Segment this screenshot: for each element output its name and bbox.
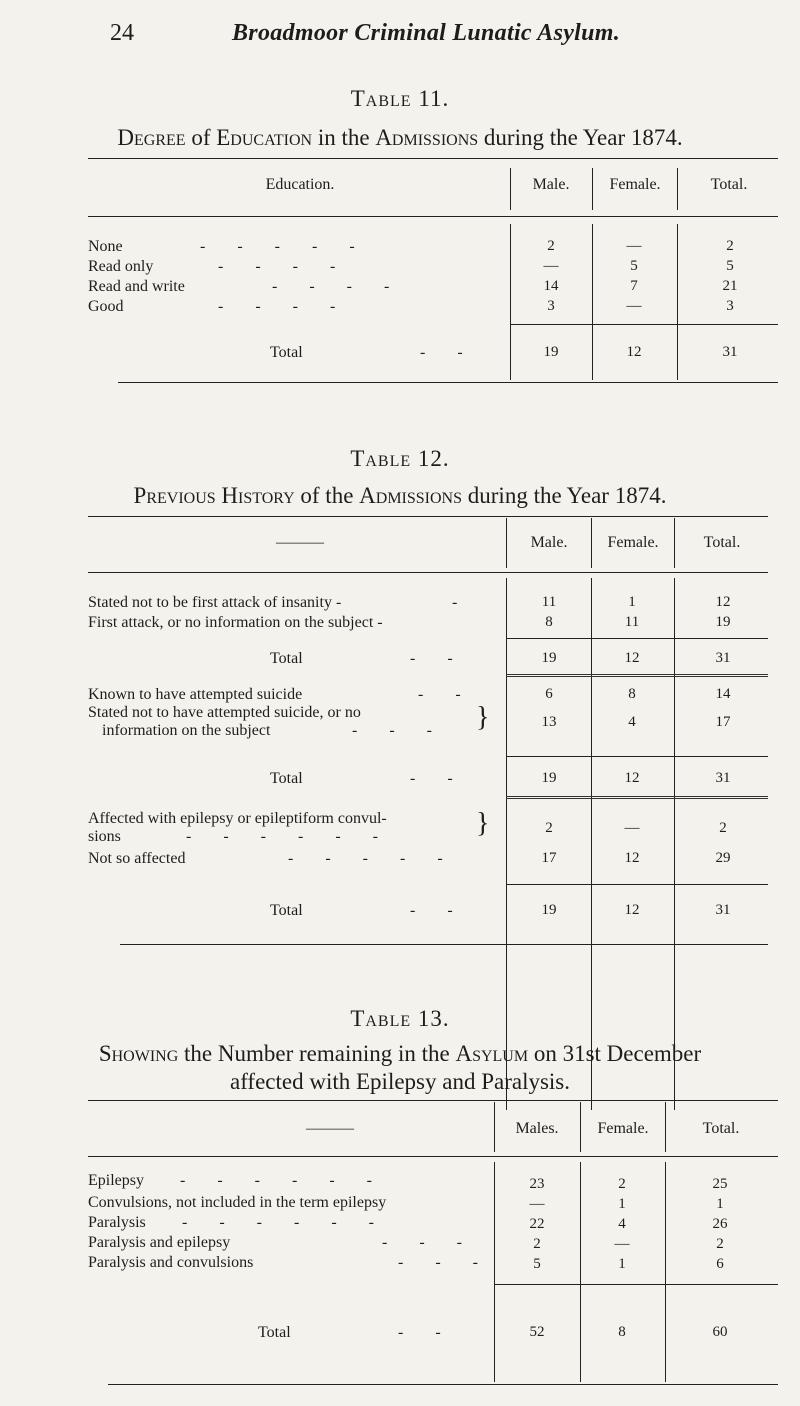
column-rule xyxy=(510,224,511,380)
table-12-title: Table 12. xyxy=(350,446,450,471)
subtotal-rule xyxy=(510,324,778,325)
column-header: Males. xyxy=(515,1120,559,1137)
column-rule xyxy=(592,224,593,380)
running-head xyxy=(0,20,800,60)
column-header: Male. xyxy=(532,176,570,193)
subtotal-rule xyxy=(506,756,768,757)
table-rule xyxy=(88,216,778,217)
table-rule xyxy=(118,382,778,383)
subtotal-rule xyxy=(506,796,768,799)
table-13-caption-line1: Showing the Number remaining in the Asylum on 31st December xyxy=(98,1041,702,1066)
book-page: 24 Broadmoor Criminal Lunatic Asylum. Table 11. Degree of Education in the Admissions during the Year 1874. Education. Male. Female. Total. None - - - - - 2 — 2 Read only - - - - — 5 5 Read and write - - - - 14 7 21 Good - - - - 3 — 3 Total - - 19 12 31 Table 12. Previous History of the Admissions during the Year 1874. ——— Male. Female. Total. Stated not to be first attack of insanity - - 11 1 12 First attack, or no information on the subject - 8 11 19 Total - - 19 12 31 Known to have attempted suicide - - 6 8 14 Stated not to have attempted suicide, or no information on the subject - - - } 13 4 17 Total - - 19 12 31 Affected with epilepsy or epileptiform convul- sions - - - - - - } 2 — 2 Not so affected - - - - - 17 12 29 Total - - 19 12 31 Table 13. Showing the Number remaining in the Asylum on 31st December affected with Epilepsy and Paralysis. ——— Males. Female. Total. Epilepsy - - - - - - 23 2 25 Convulsions, not included in the term epilepsy — 1 1 Paralysis - - - - - - 22 4 26 Paralysis and epilepsy - - - 2 — 2 Paralysis and convulsions - - - 5 1 6 Total - - 52 8 60 xyxy=(0,0,800,1406)
column-header: Female. xyxy=(597,1120,649,1137)
page-number: 24 xyxy=(110,20,134,46)
column-rule xyxy=(592,168,593,210)
column-rule xyxy=(506,518,507,568)
column-rule xyxy=(674,518,675,568)
column-header: Female. xyxy=(609,176,661,193)
subtotal-rule xyxy=(506,884,768,885)
column-header: Education. xyxy=(265,176,335,193)
subtotal-rule xyxy=(506,674,768,677)
table-13-title: Table 13. xyxy=(350,1006,450,1031)
table-rule xyxy=(88,516,768,517)
column-rule xyxy=(580,1162,581,1382)
table-rule xyxy=(88,1100,778,1101)
column-rule xyxy=(665,1102,666,1152)
column-header: Male. xyxy=(530,534,568,551)
column-rule xyxy=(591,518,592,568)
table-rule xyxy=(120,944,768,945)
column-header: Total. xyxy=(710,176,748,193)
column-rule xyxy=(510,168,511,210)
column-rule xyxy=(494,1162,495,1382)
column-header: ——— xyxy=(276,534,324,551)
table-rule xyxy=(88,1156,778,1157)
column-rule xyxy=(677,168,678,210)
running-title: Broadmoor Criminal Lunatic Asylum. xyxy=(232,20,621,46)
table-11-caption: Degree of Education in the Admissions during the Year 1874. xyxy=(117,125,683,150)
table-11-title: Table 11. xyxy=(350,86,450,111)
column-header: Female. xyxy=(607,534,659,551)
column-rule xyxy=(494,1102,495,1152)
subtotal-rule xyxy=(494,1284,778,1285)
column-header: Total. xyxy=(703,534,741,551)
column-header: ——— xyxy=(306,1120,354,1137)
table-rule xyxy=(88,572,768,573)
table-rule xyxy=(108,1384,778,1385)
column-rule xyxy=(677,224,678,380)
column-rule xyxy=(665,1162,666,1382)
brace: } xyxy=(476,702,490,733)
subtotal-rule xyxy=(506,638,768,639)
column-rule xyxy=(580,1102,581,1152)
column-header: Total. xyxy=(702,1120,740,1137)
table-13-caption-line2: affected with Epilepsy and Paralysis. xyxy=(229,1069,570,1094)
brace: } xyxy=(476,808,490,839)
table-rule xyxy=(88,158,778,159)
table-12-caption: Previous History of the Admissions during the Year 1874. xyxy=(133,483,667,508)
